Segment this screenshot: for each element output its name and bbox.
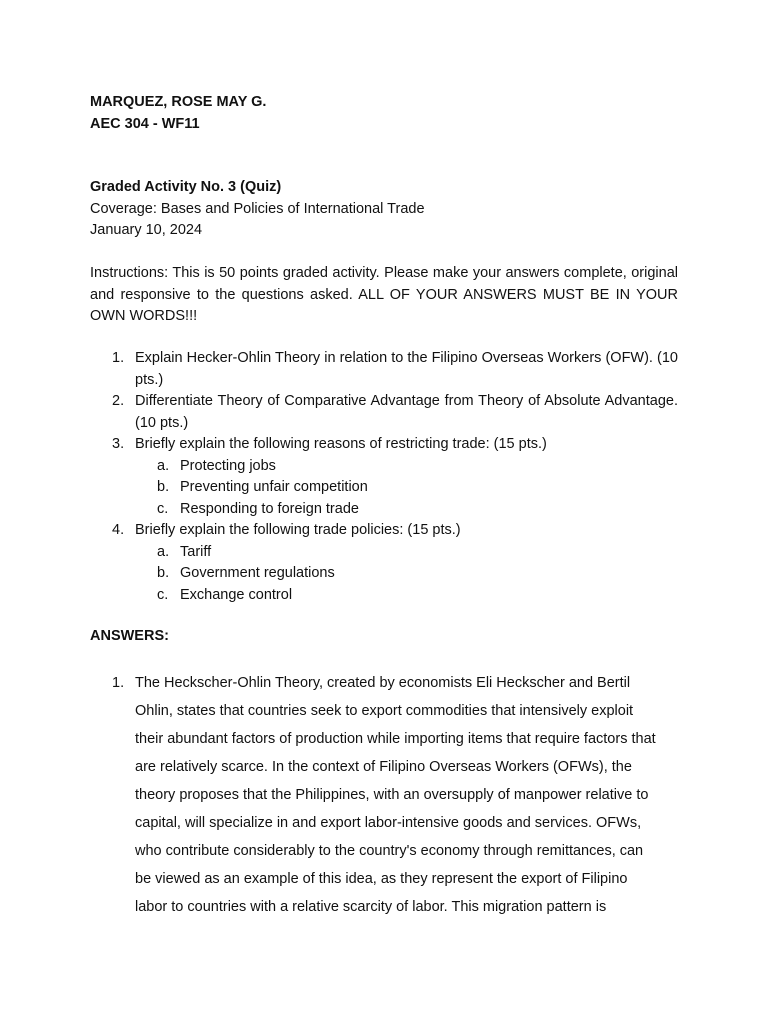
sublist-item	[135, 585, 678, 607]
answer-line: Ohlin, states that countries seek to export commodities that intensively exploit	[135, 703, 634, 719]
answer-line: labor to countries with a relative scarcity of labor. This migration pattern is	[135, 899, 607, 915]
answer-line: be viewed as an example of this idea, as they represent the export of Filipino	[135, 871, 628, 887]
activity-date: January 10, 2024	[90, 222, 203, 238]
question-item	[90, 434, 678, 520]
question-text: Differentiate Theory of Comparative Advantage from Theory of Absolute Advantage. (10 pts.)	[135, 393, 678, 431]
sublist-text: Exchange control	[180, 586, 293, 603]
sublist-item	[135, 456, 678, 478]
sublist-item	[135, 477, 678, 499]
coverage-line: Coverage: Bases and Policies of International Trade	[90, 201, 425, 217]
answer-list	[90, 669, 678, 921]
question-item	[90, 520, 678, 606]
question-sublist	[135, 542, 678, 607]
sublist-text: Government regulations	[180, 565, 335, 581]
sublist-text: Responding to foreign trade	[180, 500, 359, 517]
activity-title: Graded Activity No. 3 (Quiz)	[90, 179, 282, 195]
question-text: Explain Hecker-Ohlin Theory in relation to the Filipino Overseas Workers (OFW). (10 pts.)	[135, 350, 678, 388]
sublist-item	[135, 499, 678, 521]
question-sublist	[135, 456, 678, 521]
question-text: Briefly explain the following reasons of restricting trade: (15 pts.)	[135, 436, 547, 452]
answer-line: theory proposes that the Philippines, with an oversupply of manpower relative to	[135, 787, 649, 803]
sublist-letter: c.	[157, 500, 169, 517]
question-item	[90, 348, 678, 391]
question-text: Briefly explain the following trade policies: (15 pts.)	[135, 522, 461, 538]
answer-line: their abundant factors of production while importing items that require factors that	[135, 731, 656, 747]
sublist-text: Tariff	[180, 543, 212, 560]
answer-item	[90, 669, 678, 921]
answer-line: are relatively scarce. In the context of Filipino Overseas Workers (OFWs), the	[135, 759, 632, 775]
answer-number: 1.	[112, 675, 125, 691]
answer-line: capital, will specialize in and export labor-intensive goods and services. OFWs,	[135, 815, 642, 831]
question-number: 3.	[112, 436, 125, 452]
sublist-text: Preventing unfair competition	[180, 479, 368, 495]
sublist-item	[135, 563, 678, 585]
question-item	[90, 391, 678, 434]
sublist-letter: c.	[157, 586, 169, 603]
question-list	[90, 348, 678, 606]
answer-line: The Heckscher-Ohlin Theory, created by economists Eli Heckscher and Bertil	[135, 675, 631, 691]
sublist-letter: a.	[157, 543, 170, 560]
course-section: AEC 304 - WF11	[90, 116, 200, 132]
instructions-paragraph: Instructions: This is 50 points graded activity. Please make your answers complete, original and responsive to the questions asked. ALL OF YOUR ANSWERS MUST BE IN YOUR OWN WORDS!!!	[90, 265, 678, 324]
sublist-letter: a.	[157, 457, 170, 474]
answers-heading: ANSWERS:	[90, 628, 169, 644]
sublist-item	[135, 542, 678, 564]
question-number: 4.	[112, 522, 125, 538]
question-number: 2.	[112, 393, 125, 409]
sublist-letter: b.	[157, 565, 170, 581]
answer-line: who contribute considerably to the country's economy through remittances, can	[135, 843, 644, 859]
sublist-text: Protecting jobs	[180, 457, 276, 474]
sublist-letter: b.	[157, 479, 170, 495]
question-number: 1.	[112, 350, 125, 366]
student-name: MARQUEZ, ROSE MAY G.	[90, 94, 267, 110]
